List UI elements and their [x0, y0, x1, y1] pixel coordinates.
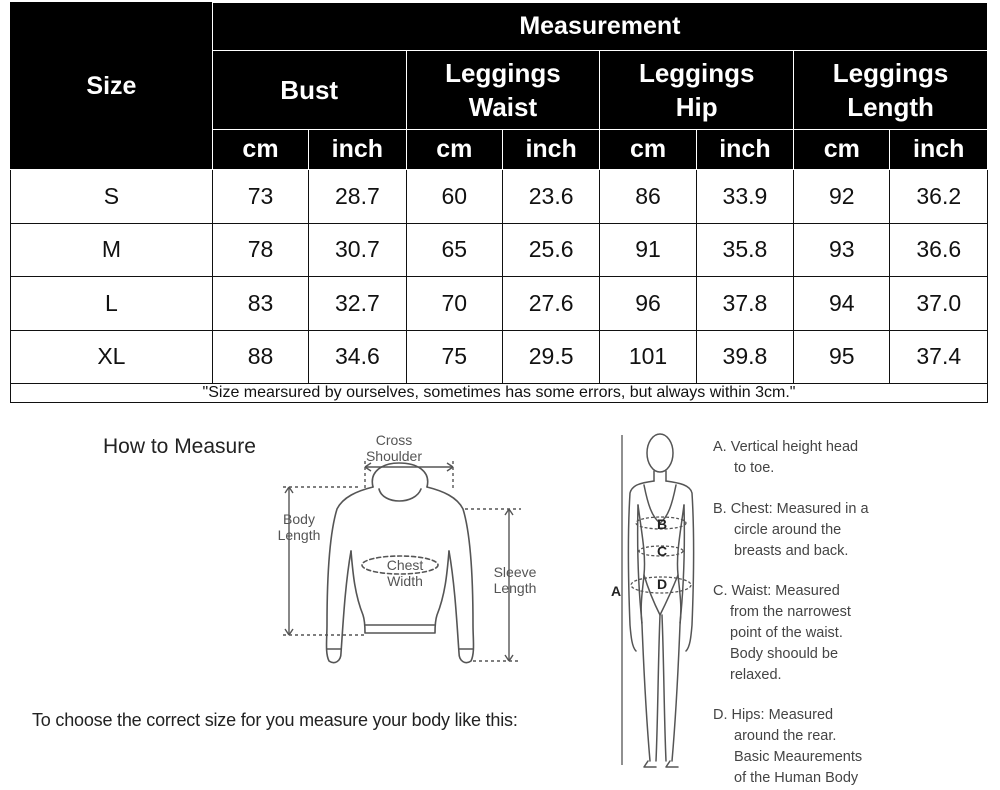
human-body-diagram-icon — [600, 425, 710, 775]
measurement-cell: 88 — [212, 330, 308, 384]
description-d: D. Hips: Measured around the rear. Basic Meaurements of the Human Body — [713, 707, 863, 786]
measurement-cell: 25.6 — [502, 223, 599, 277]
table-row — [11, 170, 988, 224]
measurement-cell: 70 — [406, 277, 502, 331]
chest-width-label: Chest Width — [386, 557, 424, 589]
measurement-cell: 78 — [212, 223, 308, 277]
measurement-cell: 96 — [600, 277, 696, 331]
size-chart-table — [10, 2, 988, 403]
description-c: C. Waist: Measured from the narrowest point of the waist. Body shoould be relaxed. — [713, 583, 851, 683]
letter-a: A — [611, 583, 622, 599]
measurement-cell: 95 — [794, 330, 890, 384]
measure-instruction: To choose the correct size for you measure your body like this: — [32, 710, 518, 730]
measurement-cell: 33.9 — [696, 170, 793, 224]
measurement-cell: 27.6 — [502, 277, 599, 331]
measurement-cell: 101 — [600, 330, 696, 384]
measurement-cell: 39.8 — [696, 330, 793, 384]
measurement-cell: 34.6 — [309, 330, 406, 384]
measurement-cell: 92 — [794, 170, 890, 224]
cross-shoulder-label: Cross Shoulder — [365, 432, 423, 464]
how-to-measure-title: How to Measure — [103, 435, 256, 458]
table-row — [11, 330, 988, 384]
measurement-cell: 73 — [212, 170, 308, 224]
measurement-cell: 37.0 — [890, 277, 988, 331]
table-row — [11, 277, 988, 331]
letter-c: C — [657, 543, 668, 559]
description-b: B. Chest: Measured in a circle around the breasts and back. — [713, 501, 869, 559]
unit-header: inch — [502, 130, 599, 170]
measurement-cell: 93 — [794, 223, 890, 277]
letter-d: D — [657, 576, 668, 592]
bust-header: Bust — [212, 51, 406, 130]
leggings-waist-header: Leggings Waist — [406, 51, 600, 130]
measurement-cell: 28.7 — [309, 170, 406, 224]
unit-header: cm — [600, 130, 696, 170]
leggings-length-header: Leggings Length — [794, 51, 988, 130]
measurement-header: Measurement — [212, 3, 987, 51]
measurement-cell: 37.4 — [890, 330, 988, 384]
size-cell: L — [11, 277, 213, 331]
measurement-cell: 32.7 — [309, 277, 406, 331]
unit-header: inch — [696, 130, 793, 170]
size-cell: XL — [11, 330, 213, 384]
measurement-cell: 91 — [600, 223, 696, 277]
table-row — [11, 223, 988, 277]
measurement-note: "Size mearsured by ourselves, sometimes has some errors, but always within 3cm." — [11, 384, 988, 403]
measurement-cell: 29.5 — [502, 330, 599, 384]
unit-header: inch — [890, 130, 988, 170]
size-cell: M — [11, 223, 213, 277]
measurement-cell: 36.2 — [890, 170, 988, 224]
unit-header: inch — [309, 130, 406, 170]
size-column-header: Size — [11, 3, 213, 170]
measurement-cell: 36.6 — [890, 223, 988, 277]
unit-header: cm — [406, 130, 502, 170]
measurement-cell: 83 — [212, 277, 308, 331]
measurement-cell: 75 — [406, 330, 502, 384]
size-cell: S — [11, 170, 213, 224]
measurement-cell: 60 — [406, 170, 502, 224]
measurement-cell: 30.7 — [309, 223, 406, 277]
measurement-cell: 23.6 — [502, 170, 599, 224]
unit-header: cm — [794, 130, 890, 170]
measurement-cell: 37.8 — [696, 277, 793, 331]
measurement-cell: 35.8 — [696, 223, 793, 277]
sleeve-length-label: Sleeve Length — [493, 564, 537, 596]
letter-b: B — [657, 516, 668, 532]
measurement-cell: 86 — [600, 170, 696, 224]
body-length-label: Body Length — [277, 511, 321, 543]
measurement-cell: 94 — [794, 277, 890, 331]
leggings-hip-header: Leggings Hip — [600, 51, 794, 130]
description-a: A. Vertical height head to toe. — [713, 439, 859, 476]
unit-header: cm — [212, 130, 308, 170]
measurement-cell: 65 — [406, 223, 502, 277]
